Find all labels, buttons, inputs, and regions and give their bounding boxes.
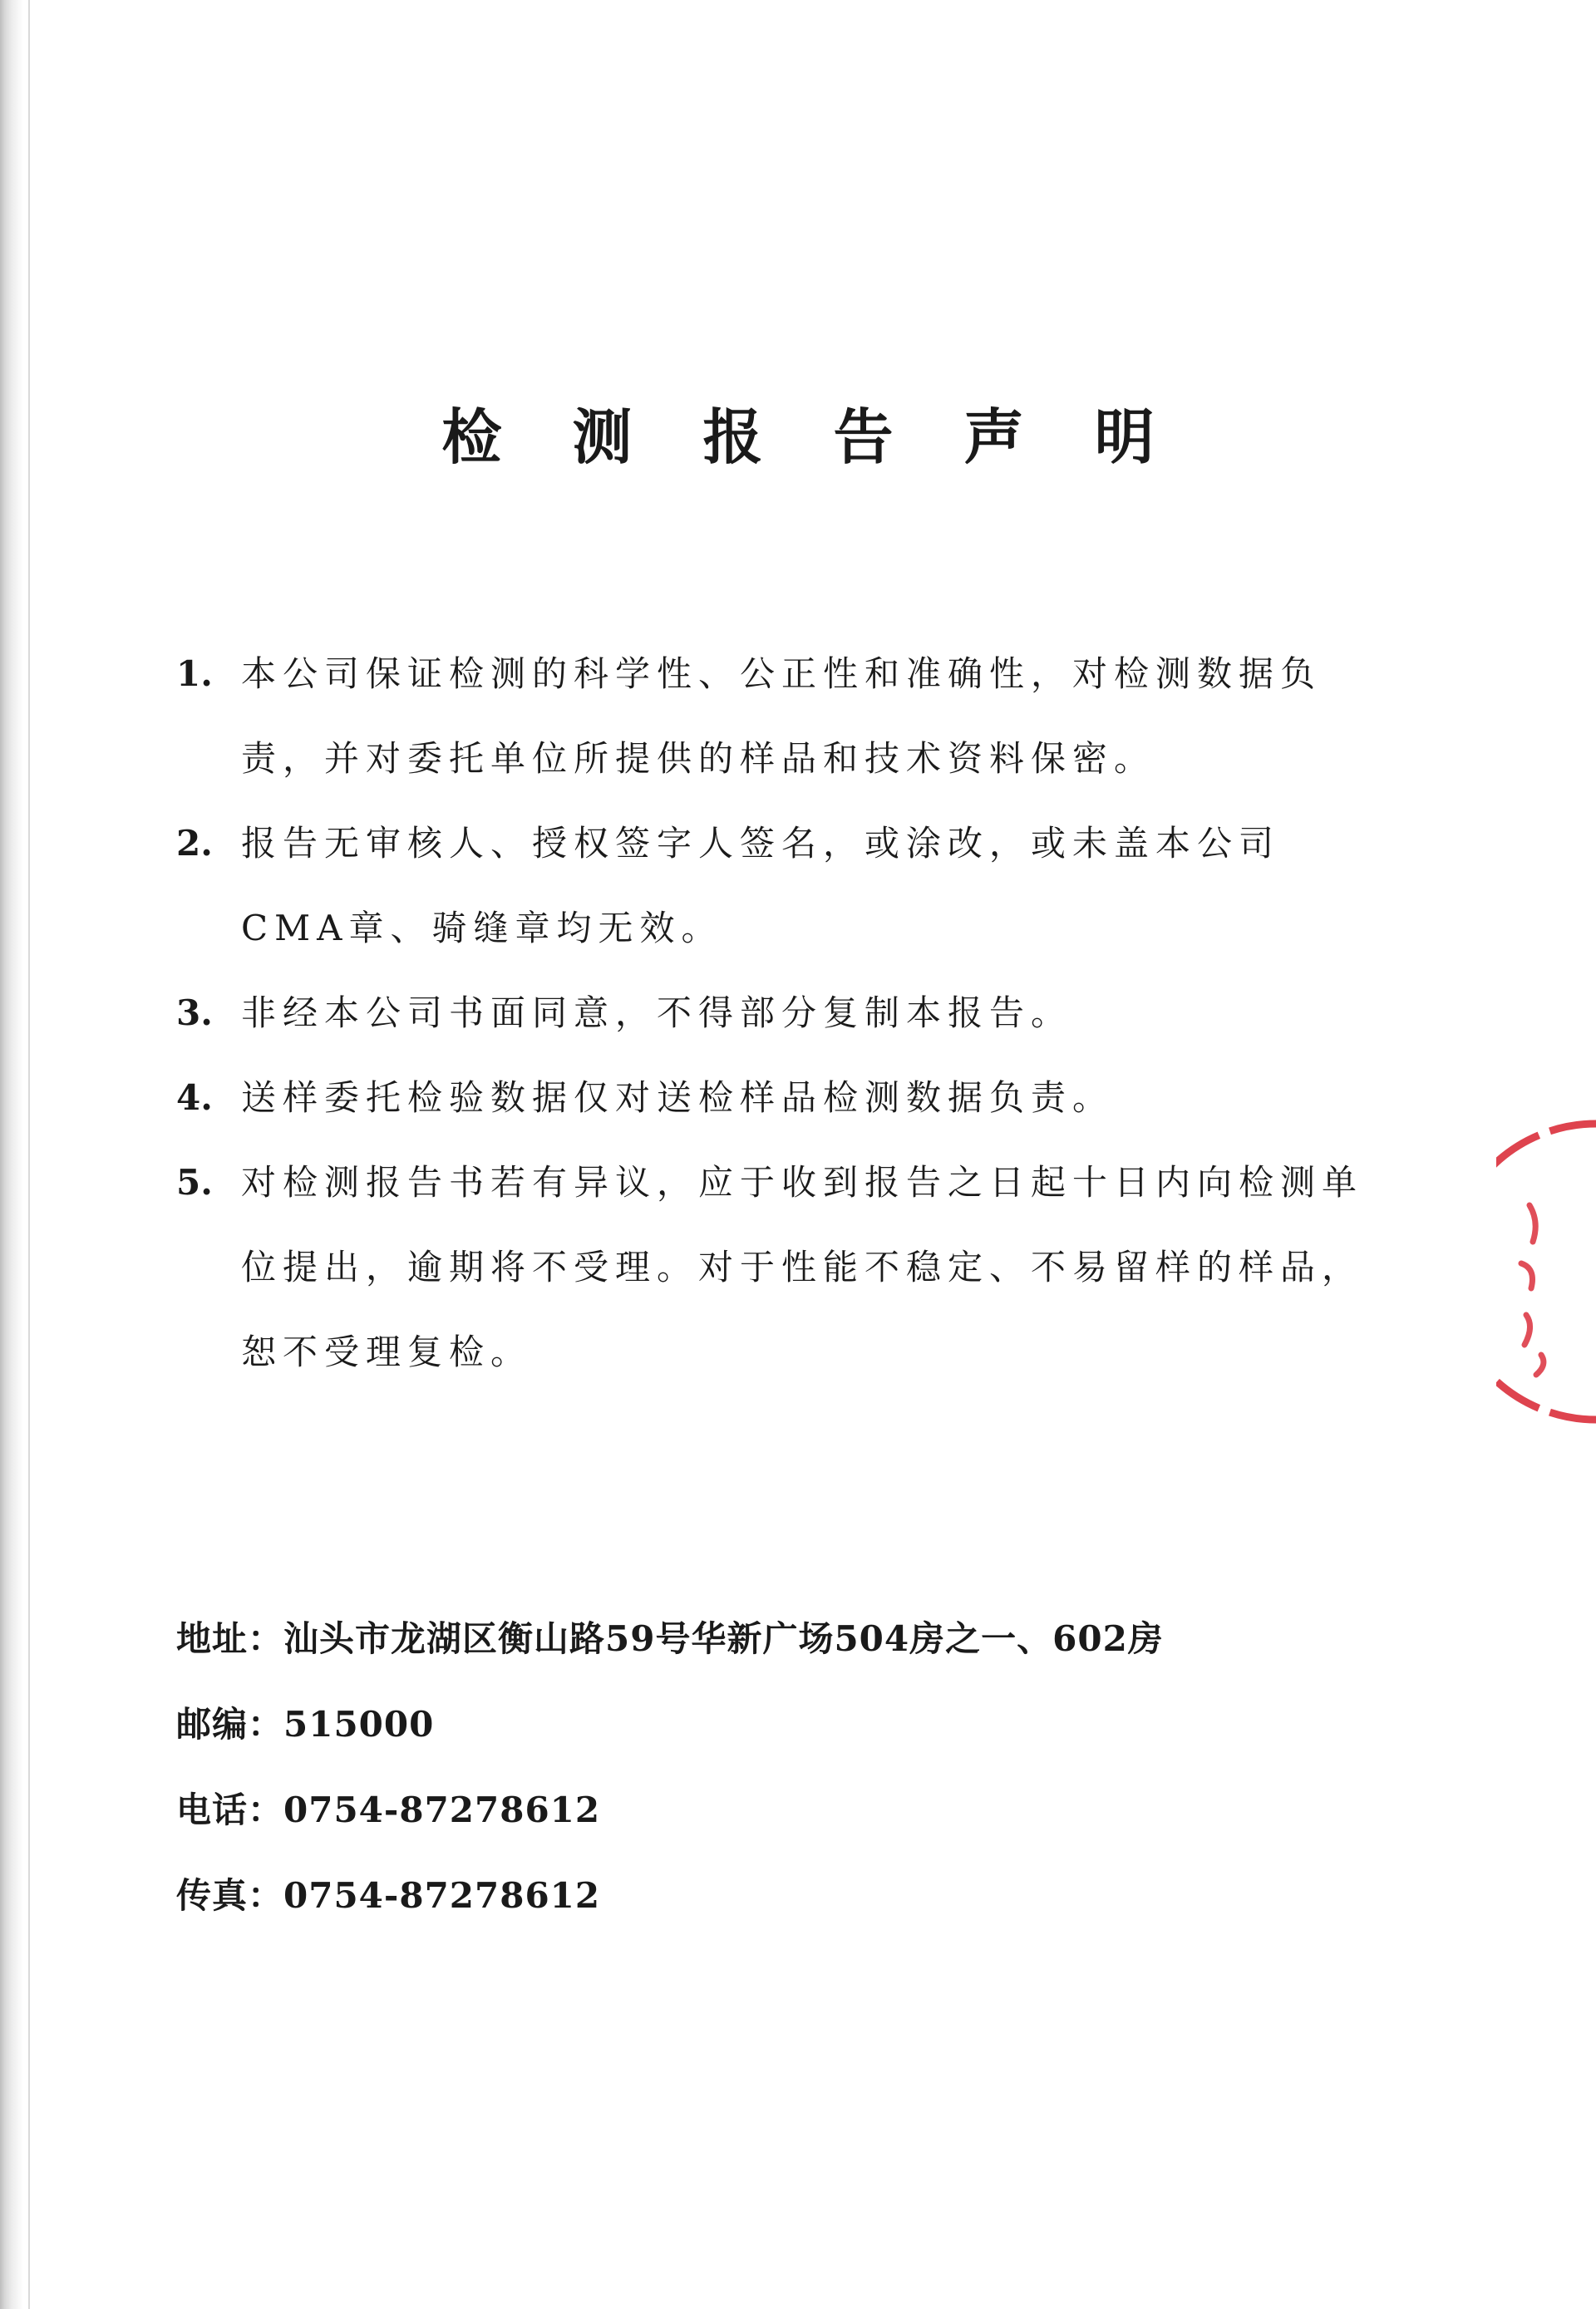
postcode-label: 邮编：	[176, 1704, 284, 1745]
statement-text: 非经本公司书面同意，不得部分复制本报告。	[241, 992, 1073, 1033]
phone-row	[176, 1767, 1164, 1853]
address-value: 汕头市龙湖区衡山路59号华新广场504房之一、602房	[283, 1618, 1164, 1659]
postcode-row	[176, 1681, 1164, 1767]
phone-value: 0754-87278612	[283, 1790, 601, 1830]
statement-number: 4.	[176, 1077, 213, 1118]
address-label: 地址：	[176, 1618, 284, 1659]
fax-value: 0754-87278612	[283, 1875, 601, 1916]
page-edge-shadow	[0, 0, 23, 2309]
statement-text: 对检测报告书若有异议，应于收到报告之日起十日内向检测单位提出，逾期将不受理。对于性能不稳定、不易留样的样品，恕不受理复检。	[241, 1162, 1364, 1372]
phone-label: 电话：	[176, 1790, 284, 1830]
statement-number: 3.	[176, 992, 213, 1033]
statement-list	[176, 632, 1382, 1395]
statement-number: 5.	[176, 1162, 213, 1203]
statement-text: 送样委托检验数据仅对送检样品检测数据负责。	[241, 1077, 1115, 1118]
statement-number: 1.	[176, 653, 213, 694]
contact-block	[176, 1596, 1164, 1938]
official-seal-fragment	[1496, 1105, 1596, 1438]
statement-text: 报告无审核人、授权签字人签名，或涂改，或未盖本公司CMA章、骑缝章均无效。	[241, 823, 1281, 948]
fax-row	[176, 1853, 1164, 1938]
statement-number: 2.	[176, 823, 213, 864]
statement-item	[176, 632, 1382, 801]
statement-item	[176, 801, 1382, 971]
statement-item	[176, 1140, 1382, 1395]
page-title: 检 测 报 告 声 明	[441, 402, 1180, 473]
statement-item	[176, 1056, 1382, 1140]
statement-item	[176, 971, 1382, 1056]
page-binding-line	[28, 0, 30, 2309]
statement-text: 本公司保证检测的科学性、公正性和准确性，对检测数据负责，并对委托单位所提供的样品和技术资料保密。	[241, 653, 1323, 779]
fax-label: 传真：	[176, 1875, 284, 1916]
address-row	[176, 1596, 1164, 1681]
postcode-value: 515000	[283, 1704, 435, 1745]
